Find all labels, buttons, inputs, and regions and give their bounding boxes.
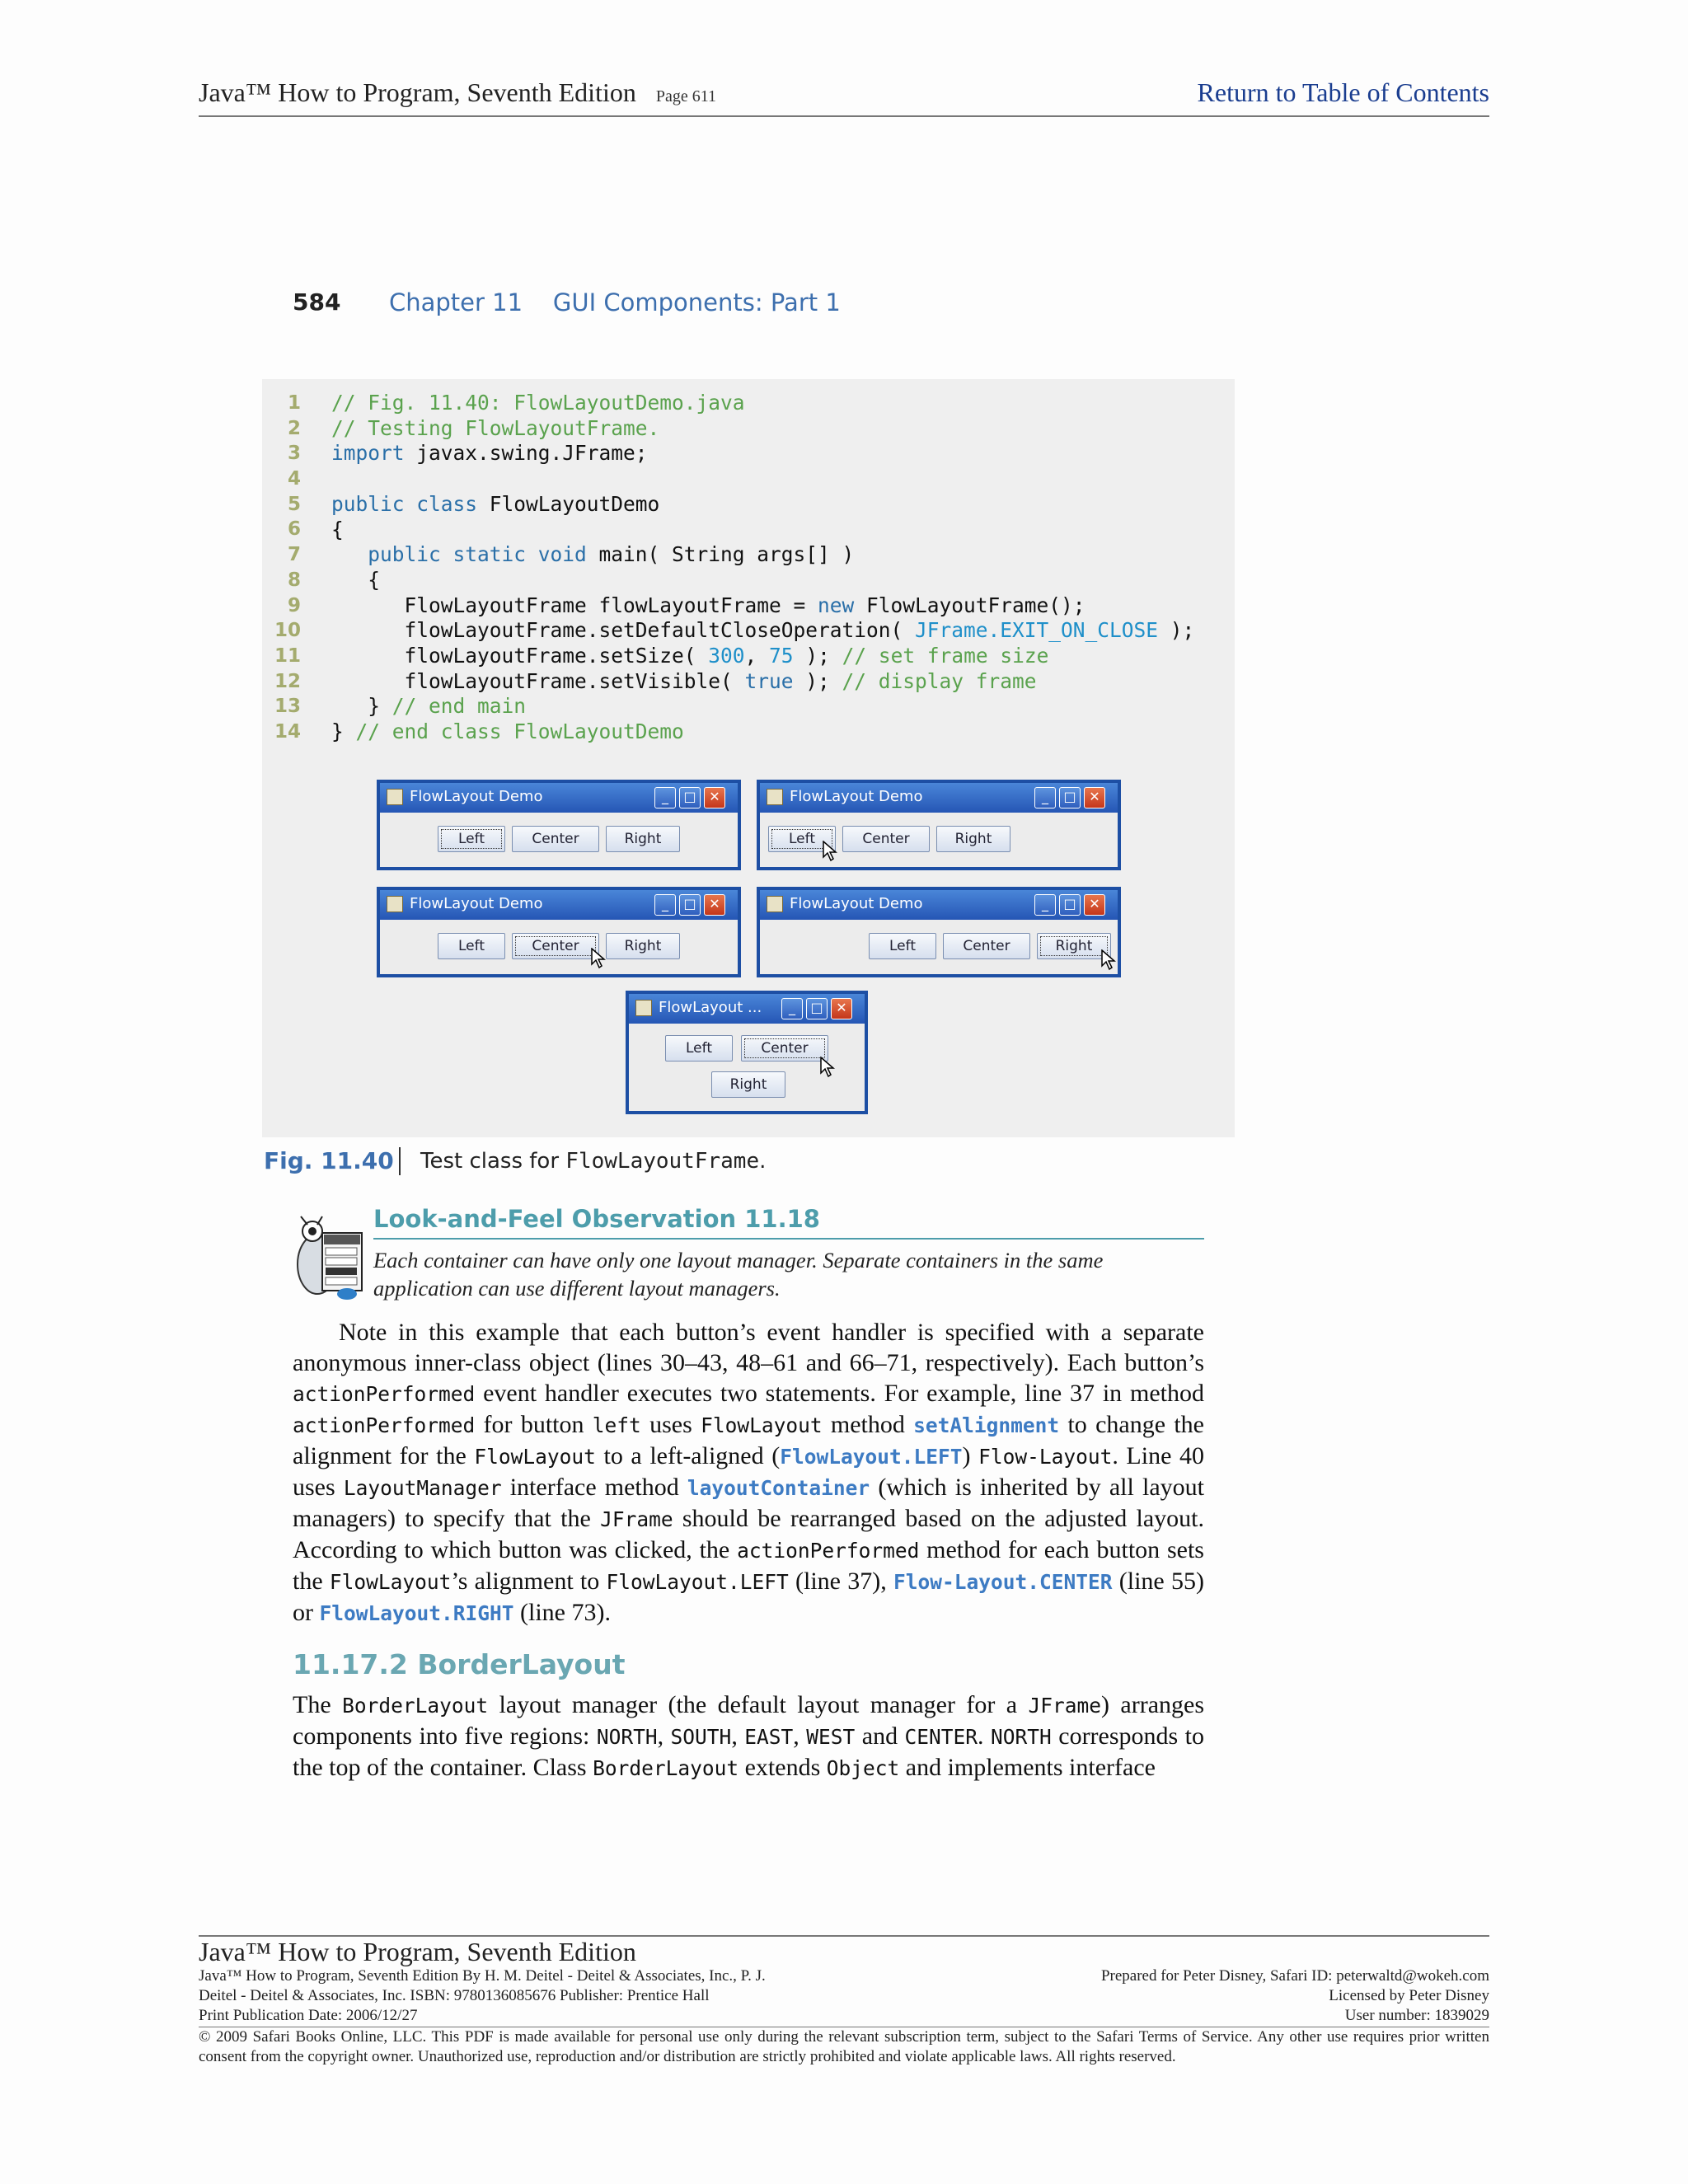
header-page-label: Page 611 [655, 87, 716, 105]
mouse-pointer-icon [591, 948, 606, 969]
header-divider [199, 115, 1489, 117]
close-button[interactable]: ✕ [1084, 894, 1105, 916]
window-title: FlowLayout ... [659, 999, 762, 1016]
footer-line: Deitel - Deitel & Associates, Inc. ISBN: 9780136085676 Publisher: Prentice Hall [199, 1987, 710, 2004]
toc-link[interactable]: Return to Table of Contents [1197, 77, 1489, 107]
footer-line: Licensed by Peter Disney [1329, 1987, 1489, 2004]
footer-license-info [1101, 1966, 1489, 2026]
line-number: 4 [287, 468, 301, 490]
look-and-feel-bug-icon [293, 1213, 368, 1302]
minimize-button[interactable]: _ [1034, 894, 1056, 916]
maximize-button[interactable]: □ [679, 894, 701, 916]
close-button[interactable]: ✕ [831, 998, 852, 1019]
right-button[interactable]: Right [1037, 933, 1111, 959]
minimize-button[interactable]: _ [654, 894, 676, 916]
observation-title: Look-and-Feel Observation 11.18 [373, 1205, 820, 1233]
line-number: 1 [287, 392, 301, 414]
java-cup-icon [767, 789, 783, 805]
flowlayout-window-center-default [377, 780, 741, 870]
footer-book-title: Java™ How to Program, Seventh Edition [199, 1937, 636, 1966]
observation-text: Each container can have only one layout manager. Separate containers in the same application can use different layout managers. [373, 1248, 1104, 1301]
footer-copyright: © 2009 Safari Books Online, LLC. This PDF is made available for personal use only during the relevant subscription term, subject to the Safari Terms of Service. Any other use requires prior written consent from the copyright owner. Unauthorized use, reproduction and/or distribution are strictly prohibited and violate applicable laws. All rights reserved. [199, 2028, 1489, 2065]
line-number: 11 [274, 644, 301, 667]
close-button[interactable]: ✕ [704, 787, 725, 808]
footer-line: Print Publication Date: 2006/12/27 [199, 2007, 418, 2024]
window-title: FlowLayout Demo [410, 788, 543, 805]
mouse-pointer-icon [823, 841, 837, 862]
line-number: 5 [287, 493, 301, 515]
line-number: 12 [274, 670, 301, 692]
line-number: 6 [287, 518, 301, 541]
flowlayout-window-narrow [626, 991, 868, 1114]
right-button[interactable]: Right [936, 826, 1010, 852]
left-button[interactable]: Left [438, 826, 505, 852]
line-number: 13 [274, 696, 301, 718]
minimize-button[interactable]: _ [1034, 787, 1056, 808]
book-page-number: 584 [293, 288, 341, 316]
center-button[interactable]: Center [512, 933, 599, 959]
right-button[interactable]: Right [606, 826, 680, 852]
footer-publication-info [199, 1966, 766, 2026]
left-button[interactable]: Left [768, 826, 836, 852]
body-paragraph-1: Note in this example that each button’s event handler is specified with a separate anonymous inner-class object (lines 30–43, 48–61 and 66–71, respectively). Each button’s actionPerformed event handler executes two statements. For example, line 37 in method actionPerformed for button left uses FlowLayout method setAlignment to change the alignment for the FlowLayout to a left-aligned (FlowLayout.LEFT) Flow-Layout. Line 40 uses LayoutManager interface method layoutContainer (which is inherited by all layout managers) to specify that the JFrame should be rearranged based on the adjusted layout. According to which button was clicked, the actionPerformed method for each button sets the FlowLayout’s alignment to FlowLayout.LEFT (line 37), Flow-Layout.CENTER (line 55) or FlowLayout.RIGHT (line 73). [293, 1319, 1204, 1626]
figure-label: Fig. 11.40 [264, 1147, 394, 1174]
observation-rule [373, 1238, 1204, 1240]
line-number: 9 [287, 594, 301, 616]
figure-caption [420, 1149, 766, 1174]
footer-line: Prepared for Peter Disney, Safari ID: peterwaltd@wokeh.com [1100, 1967, 1489, 1985]
window-title: FlowLayout Demo [790, 895, 923, 912]
title-bar [629, 994, 865, 1024]
flowlayout-window-right [757, 887, 1121, 977]
header-title-text: Java™ How to Program, Seventh Edition [199, 77, 636, 107]
mouse-pointer-icon [820, 1057, 835, 1078]
title-bar [760, 783, 1118, 813]
center-button[interactable]: Center [943, 933, 1030, 959]
center-button[interactable]: Center [741, 1035, 828, 1062]
left-button[interactable]: Left [438, 933, 505, 959]
flowlayout-window-center [377, 887, 741, 977]
caption-prefix: Test class for [420, 1149, 566, 1174]
right-button[interactable]: Right [606, 933, 680, 959]
caption-separator [399, 1147, 401, 1175]
minimize-button[interactable]: _ [781, 998, 803, 1019]
minimize-button[interactable]: _ [654, 787, 676, 808]
section-title: 11.17.2 BorderLayout [293, 1648, 626, 1680]
java-cup-icon [387, 789, 403, 805]
maximize-button[interactable]: □ [1059, 787, 1081, 808]
maximize-button[interactable]: □ [679, 787, 701, 808]
title-bar [760, 890, 1118, 920]
java-cup-icon [635, 1000, 652, 1016]
right-button[interactable]: Right [711, 1071, 785, 1098]
line-numbers [268, 391, 301, 745]
window-title: FlowLayout Demo [790, 788, 923, 805]
mouse-pointer-icon [1101, 949, 1116, 971]
close-button[interactable]: ✕ [704, 894, 725, 916]
close-button[interactable]: ✕ [1084, 787, 1105, 808]
line-number: 10 [274, 620, 301, 642]
line-number: 2 [287, 417, 301, 439]
flowlayout-window-left [757, 780, 1121, 870]
center-button[interactable]: Center [842, 826, 930, 852]
java-cup-icon [387, 896, 403, 912]
title-bar [380, 890, 738, 920]
code-lines: // Fig. 11.40: FlowLayoutDemo.java // Testing FlowLayoutFrame. import javax.swing.JFrame; public class FlowLayoutDemo { public static void main( String args[] ) { FlowLayoutFrame flowLayoutFrame = new FlowLayoutFrame(); flowLayoutFrame.setDefaultCloseOperation( JFrame.EXIT_ON_CLOSE ); flowLayoutFrame.setSize( 300, 75 ); // set frame size flowLayoutFrame.setVisible( true ); // display frame } // end main } // end class FlowLayoutDemo [331, 391, 1195, 744]
title-bar [380, 783, 738, 813]
window-title: FlowLayout Demo [410, 895, 543, 912]
line-number: 3 [287, 443, 301, 465]
java-cup-icon [767, 896, 783, 912]
left-button[interactable]: Left [869, 933, 936, 959]
footer-line: User number: 1839029 [1344, 2007, 1489, 2024]
footer-line: Java™ How to Program, Seventh Edition By H. M. Deitel - Deitel & Associates, Inc., P. J. [199, 1967, 766, 1985]
header-book-title [199, 77, 716, 108]
caption-code: FlowLayoutFrame [565, 1149, 760, 1174]
chapter-title: Chapter 11 GUI Components: Part 1 [389, 288, 841, 316]
center-button[interactable]: Center [512, 826, 599, 852]
maximize-button[interactable]: □ [1059, 894, 1081, 916]
caption-suffix: . [759, 1149, 767, 1174]
line-number: 14 [274, 720, 301, 743]
left-button[interactable]: Left [665, 1035, 733, 1062]
line-number: 7 [287, 544, 301, 566]
maximize-button[interactable]: □ [806, 998, 828, 1019]
line-number: 8 [287, 569, 301, 591]
body-paragraph-2: The BorderLayout layout manager (the default layout manager for a JFrame) arranges components into five regions: NORTH, SOUTH, EAST, WEST and CENTER. NORTH corresponds to the top of the container. Class BorderLayout extends Object and implements interface [293, 1691, 1205, 1781]
